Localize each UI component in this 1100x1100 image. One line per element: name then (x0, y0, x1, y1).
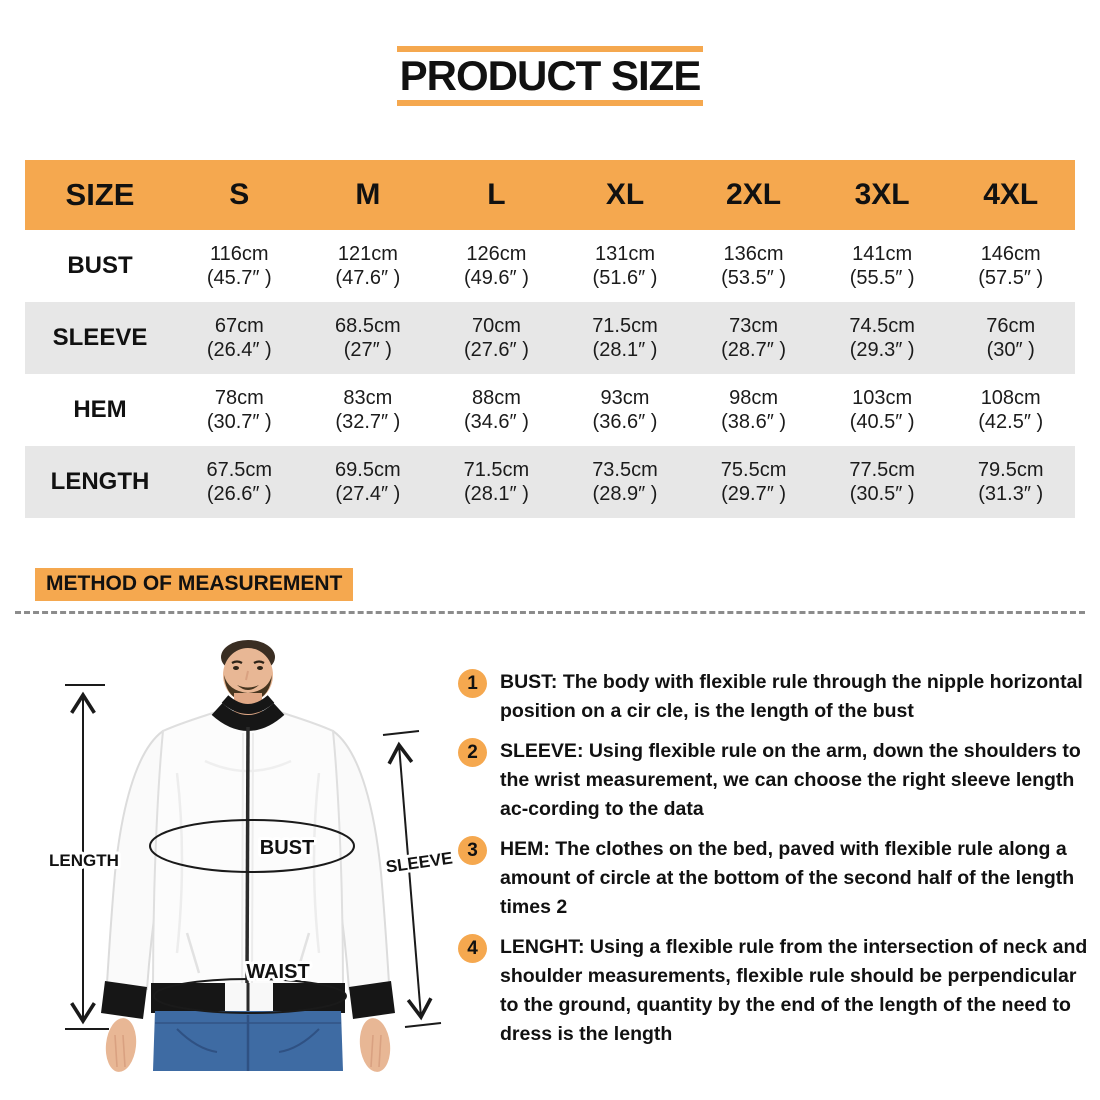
size-cell: 103cm (40.5″ ) (849, 387, 915, 433)
size-cell: 75.5cm (29.7″ ) (689, 446, 818, 518)
col-header-size: SIZE (25, 160, 175, 230)
size-cell: 83cm (32.7″ ) (335, 387, 401, 433)
method-item-3 (458, 835, 1090, 922)
col-header-m: M (304, 160, 433, 230)
left-cuff (101, 981, 147, 1019)
col-header-4xl: 4XL (946, 160, 1075, 230)
number-badge-4: 4 (458, 934, 487, 963)
size-cell: 67.5cm (26.6″ ) (175, 446, 304, 518)
size-cell: 76cm (30″ ) (946, 302, 1075, 374)
size-cell: 88cm (34.6″ ) (463, 387, 529, 433)
method-of-measurement-heading: METHOD OF MEASUREMENT (35, 568, 353, 601)
left-hand (103, 1017, 138, 1074)
bust-label: BUST (259, 837, 315, 859)
sleeve-arrow (399, 745, 421, 1017)
zipper (247, 727, 248, 983)
size-cell: 93cm (36.6″ ) (592, 387, 658, 433)
title-bottom-bar (397, 100, 703, 106)
waist-label: WAIST (246, 961, 310, 983)
size-cell: 146cm (57.5″ ) (978, 243, 1044, 289)
number-badge-3: 3 (458, 836, 487, 865)
size-cell: 78cm (30.7″ ) (206, 387, 272, 433)
size-cell: 73.5cm (28.9″ ) (561, 446, 690, 518)
row-label-bust: BUST (67, 252, 133, 279)
size-cell: 68.5cm (27″ ) (304, 302, 433, 374)
size-cell: 71.5cm (28.1″ ) (432, 446, 561, 518)
sleeve-bottom-tick (405, 1023, 441, 1027)
size-cell: 108cm (42.5″ ) (978, 387, 1044, 433)
size-table (25, 160, 1075, 518)
length-label: LENGTH (49, 851, 119, 870)
size-cell: 73cm (28.7″ ) (689, 302, 818, 374)
right-hand (357, 1017, 392, 1074)
model-photo (101, 640, 395, 1073)
number-badge-2: 2 (458, 738, 487, 767)
size-cell: 69.5cm (27.4″ ) (304, 446, 433, 518)
col-header-2xl: 2XL (689, 160, 818, 230)
size-cell: 67cm (26.4″ ) (175, 302, 304, 374)
size-cell: 136cm (53.5″ ) (721, 243, 786, 289)
size-cell: 71.5cm (28.1″ ) (561, 302, 690, 374)
size-cell: 77.5cm (30.5″ ) (818, 446, 947, 518)
size-cell: 126cm (49.6″ ) (463, 243, 529, 289)
method-text-bust: BUST: The body with flexible rule through the nipple horizontal position on a cir cle, is the length of the bust (500, 671, 1083, 722)
row-label-sleeve: SLEEVE (25, 302, 175, 374)
size-cell: 79.5cm (31.3″ ) (946, 446, 1075, 518)
method-text-hem: HEM: The clothes on the bed, paved with flexible rule along a amount of circle at the bottom of the second half of the length times 2 (500, 838, 1075, 918)
page-title: PRODUCT SIZE (399, 52, 701, 99)
sleeve-label: SLEEVE (384, 848, 454, 877)
row-label-hem: HEM (73, 396, 127, 423)
size-cell: 70cm (27.6″ ) (432, 302, 561, 374)
col-header-l: L (432, 160, 561, 230)
method-text-length: LENGHT: Using a flexible rule from the intersection of neck and shoulder measurements, flexible rule should be perpendicular to the ground, quantity by the end of the length of the need to dress is the length (500, 936, 1088, 1045)
method-item-1 (458, 668, 1090, 726)
col-header-3xl: 3XL (818, 160, 947, 230)
method-text-sleeve: SLEEVE: Using flexible rule on the arm, down the shoulders to the wrist measurement, we can choose the right sleeve length ac-cording to the data (500, 740, 1081, 820)
measurement-figure (25, 633, 470, 1093)
method-list (458, 668, 1090, 1060)
size-cell: 121cm (47.6″ ) (335, 243, 401, 289)
size-cell: 141cm (55.5″ ) (849, 243, 915, 289)
col-header-s: S (175, 160, 304, 230)
dashed-divider (15, 611, 1085, 614)
size-cell: 131cm (51.6″ ) (592, 243, 658, 289)
right-cuff (349, 981, 395, 1019)
method-item-2 (458, 737, 1090, 824)
title-block (397, 46, 703, 106)
sleeve-top-tick (383, 731, 419, 735)
size-cell: 98cm (38.6″ ) (721, 387, 786, 433)
col-header-xl: XL (561, 160, 690, 230)
number-badge-1: 1 (458, 669, 487, 698)
method-item-4 (458, 933, 1090, 1049)
size-cell: 116cm (45.7″ ) (206, 243, 272, 289)
row-label-length: LENGTH (25, 446, 175, 518)
size-cell: 74.5cm (29.3″ ) (818, 302, 947, 374)
